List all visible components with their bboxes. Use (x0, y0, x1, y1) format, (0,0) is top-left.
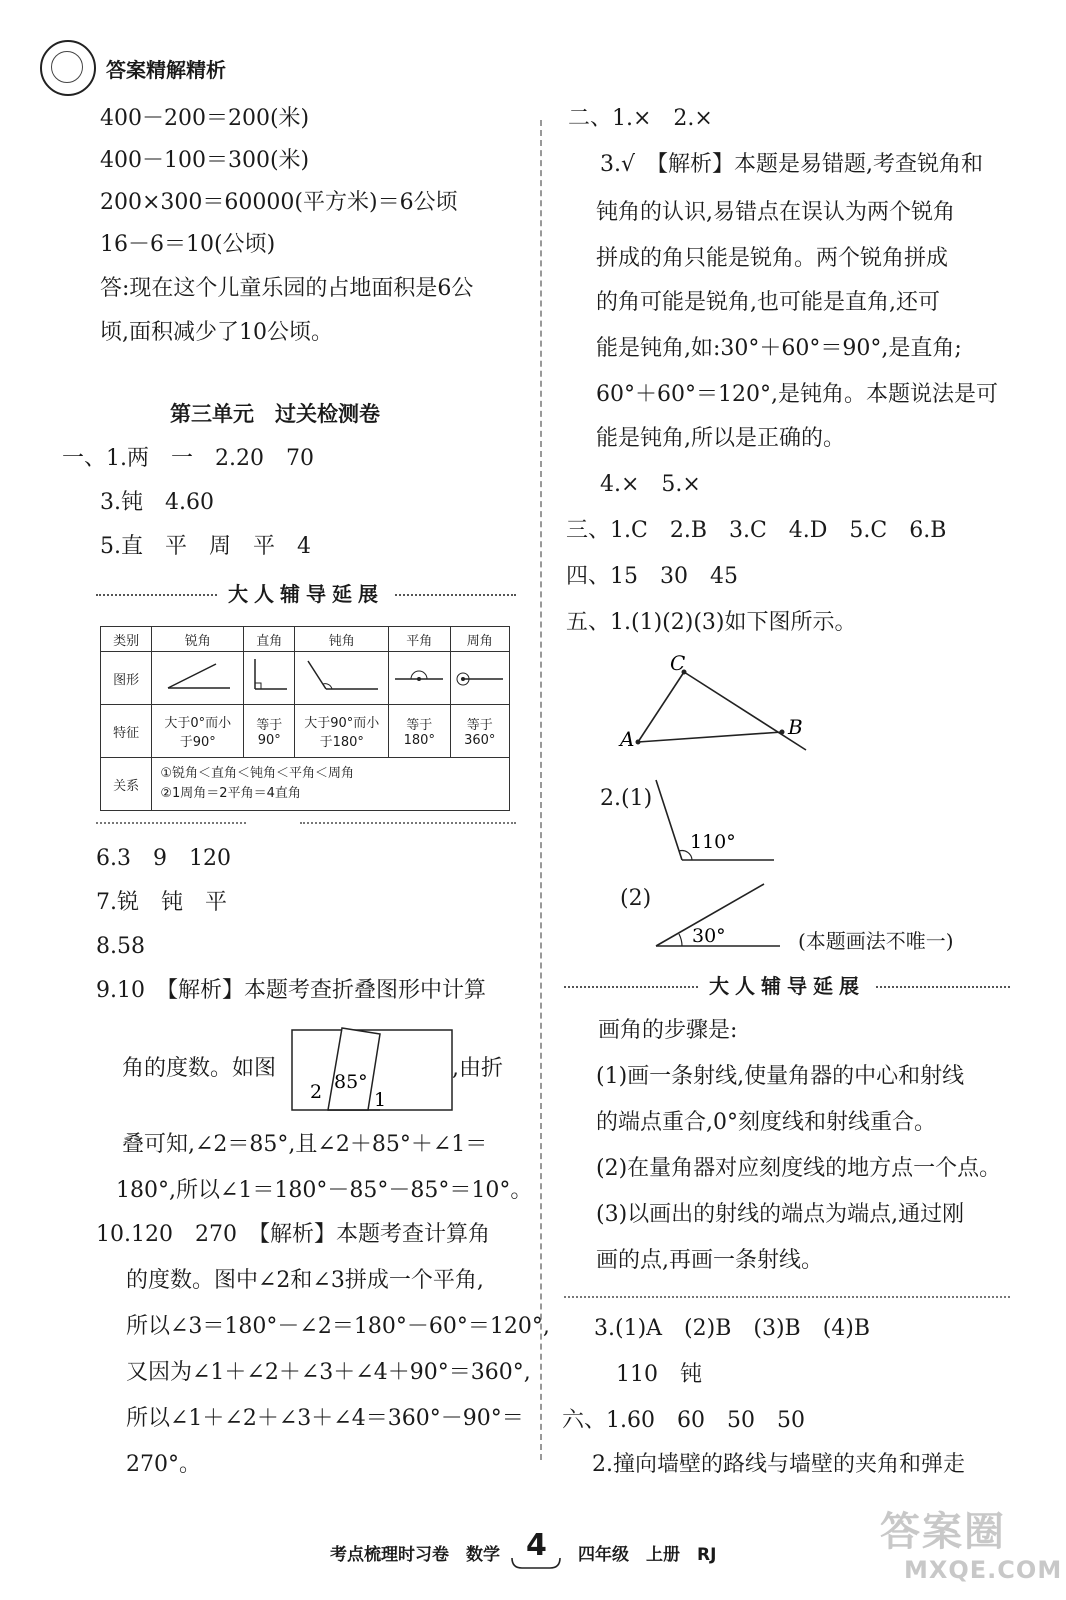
angle-classification-table (100, 626, 510, 811)
answer-1-2: 一、1.两 一 2.20 70 (62, 446, 314, 471)
calc-line-1: 400－200＝200(米) (100, 106, 310, 131)
answer-10-line-3: 所以∠3＝180°－∠2＝180°－60°＝120°, (126, 1314, 550, 1339)
table-header-cell: 锐角 (152, 627, 244, 652)
r-section-6-1: 六、1.60 60 50 50 (562, 1408, 805, 1433)
r-answer-3-line-4: 的角可能是锐角,也可能是直角,还可 (596, 290, 940, 315)
feature-cell: 等于90° (244, 705, 295, 758)
dotted-divider (96, 822, 246, 824)
dotted-divider (564, 1296, 1010, 1298)
answer-7: 7.锐 钝 平 (96, 890, 227, 915)
r-answer-3-line-1: 3.√ 【解析】本题是易错题,考查锐角和 (600, 152, 984, 177)
full-angle-icon (450, 652, 509, 705)
r-section-4: 四、15 30 45 (566, 564, 738, 589)
angle-1-label: 1 (374, 1089, 387, 1111)
column-divider (540, 120, 542, 1460)
step-1-line-1: (1)画一条射线,使量角器的中心和射线 (596, 1064, 965, 1089)
table-header-cell: 直角 (244, 627, 295, 652)
angle-30-label: 30° (692, 925, 726, 947)
r-answer-4-5: 4.× 5.× (600, 472, 701, 497)
answer-3-4: 3.钝 4.60 (100, 490, 214, 515)
calc-line-2: 400－100＝300(米) (100, 148, 310, 173)
r-section-5: 五、1.(1)(2)(3)如下图所示。 (566, 610, 857, 635)
r-section-3: 三、1.C 2.B 3.C 4.D 5.C 6.B (566, 518, 947, 543)
watermark-top: 答案圈 (880, 1509, 1006, 1555)
folded-paper-figure (290, 1026, 456, 1114)
relation-line: ②1周角＝2平角＝4直角 (160, 786, 301, 801)
table-header-cell: 周角 (450, 627, 509, 652)
feature-cell: 等于360° (450, 705, 509, 758)
r-answer-2-1: 2.(1) (600, 786, 653, 811)
r-answer-3-line-6: 60°＋60°＝120°,是钝角。本题说法是可 (596, 382, 998, 407)
answer-5: 5.直 平 周 平 4 (100, 534, 311, 559)
r-answer-3-line-3: 拼成的角只能是锐角。两个锐角拼成 (596, 246, 949, 271)
acute-angle-icon (152, 652, 244, 705)
feature-cell: 大于90°而小于180° (295, 705, 389, 758)
page-number-block (508, 1528, 547, 1563)
table-header-cell: 类别 (101, 627, 152, 652)
vertex-a-label: A (620, 727, 635, 751)
header-title: 答案精解精析 (106, 58, 226, 82)
right-angle-icon (244, 652, 295, 705)
angle-30-figure (652, 880, 788, 952)
r-answer-3-choices: 3.(1)A (2)B (3)B (4)B (594, 1316, 871, 1341)
feature-cell: 等于180° (389, 705, 450, 758)
tutor-banner-right (564, 970, 1010, 1004)
vertex-c-label: C (670, 651, 686, 675)
footer-book-title: 考点梳理时习卷 数学 (330, 1545, 500, 1565)
row-label-shape: 图形 (101, 652, 152, 705)
answer-line-1: 答:现在这个儿童乐园的占地面积是6公 (100, 276, 474, 301)
angle-110-label: 110° (690, 831, 736, 853)
row-label-relation: 关系 (101, 758, 152, 811)
brand-logo-icon (40, 40, 96, 96)
answer-10-line-1: 10.120 270 【解析】本题考查计算角 (96, 1222, 490, 1247)
answer-9-line-3: 叠可知,∠2＝85°,且∠2＋85°＋∠1＝ (122, 1132, 488, 1157)
banner-title: 大人辅导延展 (218, 578, 394, 607)
step-2: (2)在量角器对应刻度线的地方点一个点。 (596, 1156, 1002, 1181)
table-header-cell: 钝角 (295, 627, 389, 652)
r-answer-3-line-5: 能是钝角,如:30°＋60°＝90°,是直角; (596, 336, 962, 361)
tutor-banner-left (96, 578, 516, 612)
r-answer-2: 二、1.× 2.× (568, 106, 713, 131)
answer-9-line-2a: 角的度数。如图 (122, 1056, 277, 1081)
step-1-line-2: 的端点重合,0°刻度线和射线重合。 (596, 1110, 936, 1135)
watermark-bottom: MXQE.COM (904, 1556, 1063, 1584)
calc-line-4: 16－6＝10(公顷) (100, 232, 276, 257)
drawing-note: (本题画法不唯一) (798, 929, 954, 953)
answer-6: 6.3 9 120 (96, 846, 231, 871)
r-answer-3-line-7: 能是钝角,所以是正确的。 (596, 426, 845, 451)
r-answer-2-2: (2) (620, 886, 652, 911)
angle-110-figure (650, 774, 780, 866)
r-section-6-2: 2.撞向墙壁的路线与墙壁的夹角和弹走 (592, 1452, 965, 1477)
straight-angle-icon (389, 652, 450, 705)
steps-title: 画角的步骤是: (598, 1018, 738, 1043)
relation-line: ①锐角＜直角＜钝角＜平角＜周角 (160, 766, 355, 781)
relation-cell (152, 758, 510, 811)
r-answer-3-result: 110 钝 (616, 1362, 702, 1387)
answer-10-line-5: 所以∠1＋∠2＋∠3＋∠4＝360°－90°＝ (126, 1406, 524, 1431)
banner-title: 大人辅导延展 (699, 970, 875, 999)
section-title: 第三单元 过关检测卷 (170, 402, 380, 426)
answer-9-line-1: 9.10 【解析】本题考查折叠图形中计算 (96, 978, 486, 1003)
table-header-cell: 平角 (389, 627, 450, 652)
answer-line-2: 顷,面积减少了10公顷。 (100, 320, 333, 345)
obtuse-angle-icon (295, 652, 389, 705)
footer-grade: 四年级 上册 RJ (578, 1545, 717, 1565)
answer-9-line-2b: ,由折 (452, 1056, 503, 1081)
feature-cell: 大于0°而小于90° (152, 705, 244, 758)
angle-2-label: 2 (310, 1081, 323, 1103)
triangle-figure (610, 648, 820, 758)
row-label-feature: 特征 (101, 705, 152, 758)
answer-10-line-2: 的度数。图中∠2和∠3拼成一个平角, (126, 1268, 484, 1293)
step-3-line-1: (3)以画出的射线的端点为端点,通过刚 (596, 1202, 965, 1227)
answer-8: 8.58 (96, 934, 145, 959)
step-3-line-2: 画的点,再画一条射线。 (596, 1248, 823, 1273)
calc-line-3: 200×300＝60000(平方米)＝6公顷 (100, 190, 458, 215)
angle-85-label: 85° (334, 1071, 368, 1093)
page-number: 4 (526, 1528, 547, 1563)
answer-10-line-4: 又因为∠1＋∠2＋∠3＋∠4＋90°＝360°, (126, 1360, 531, 1385)
r-answer-3-line-2: 钝角的认识,易错点在误认为两个锐角 (596, 200, 955, 225)
answer-9-line-4: 180°,所以∠1＝180°－85°－85°＝10°。 (116, 1178, 533, 1203)
answer-10-line-6: 270°。 (126, 1452, 201, 1477)
vertex-b-label: B (788, 715, 803, 739)
dotted-divider (300, 822, 516, 824)
